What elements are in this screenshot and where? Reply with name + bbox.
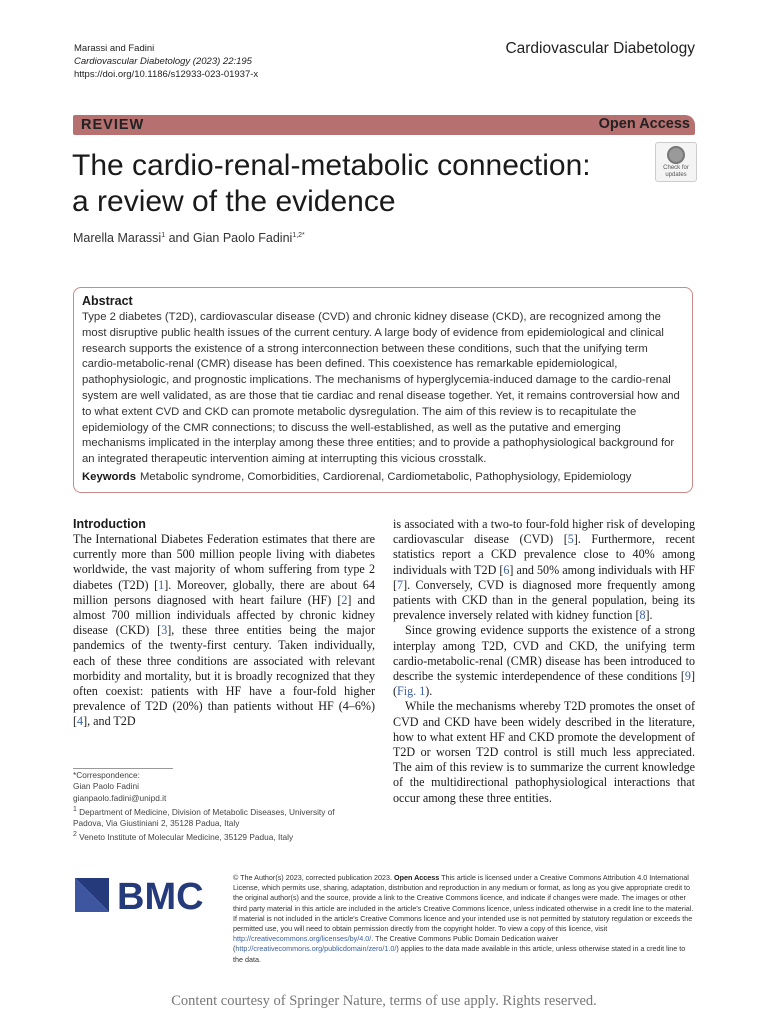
keywords-list: Metabolic syndrome, Comorbidities, Cardiorenal, Cardiometabolic, Pathophysiology, Epidemiology <box>140 471 632 483</box>
keywords-label: Keywords <box>82 471 136 483</box>
correspondence-label: *Correspondence: <box>73 770 140 780</box>
footnote-divider <box>73 768 173 769</box>
license-open-access: Open Access <box>394 873 440 882</box>
keywords <box>82 471 631 483</box>
abstract-heading: Abstract <box>82 294 133 308</box>
author-1-affiliation: 1 <box>161 231 166 239</box>
citation-link[interactable]: 3 <box>161 623 168 638</box>
affiliation-number: 2 <box>73 831 77 839</box>
author-2-affiliation: 1,2* <box>292 231 305 239</box>
citation-link[interactable]: 4 <box>77 714 84 729</box>
text-run: ] and almost 700 million individuals affected by chronic kidney disease (CKD) [ <box>73 592 376 638</box>
header-citation: Cardiovascular Diabetology (2023) 22:195 <box>74 56 252 67</box>
bmc-logo <box>73 876 213 914</box>
text-run: ]. Moreover, globally, there are about 64 million persons diagnosed with heart failure (HF) [ <box>73 577 376 607</box>
text-run: ]. <box>645 608 653 623</box>
header-doi-link[interactable]: https://doi.org/10.1186/s12933-023-01937-x <box>74 69 259 80</box>
check-updates-text-1: Check for <box>663 165 689 171</box>
text-run: The International Diabetes Federation estimates that there are currently more than 500 million people living with diabetes worldwide, the vast majority of whom suffering from type 2 diabetes (T2D) [ <box>73 532 375 592</box>
author-separator: and <box>165 231 193 245</box>
author-list <box>73 231 305 245</box>
citation-link[interactable]: 9 <box>684 669 691 684</box>
text-run: Since growing evidence supports the existence of a strong interplay among T2D, CVD and CKD, the unifying term cardio-metabolic-renal (CMR) disease has been introduced to describe the systemic interdependence of these conditions [ <box>393 623 695 684</box>
text-run: ]. Conversely, CVD is diagnosed more frequently among patients with CKD than in the general population, being its prevalence inversely related with kidney function [ <box>393 577 695 623</box>
header-authors: Marassi and Fadini <box>74 43 155 54</box>
citation-link[interactable]: 6 <box>503 562 510 577</box>
intro-paragraph-2 <box>393 623 695 699</box>
affiliation-text: Department of Medicine, Division of Metabolic Diseases, University of Padova, Via Giustiniani 2, 35128 Padua, Italy <box>73 806 335 828</box>
affiliation-number: 1 <box>73 805 77 813</box>
running-header <box>74 42 258 81</box>
author-1[interactable]: Marella Marassi <box>73 231 162 245</box>
article-title <box>72 148 632 220</box>
citation-link[interactable]: 7 <box>397 577 404 592</box>
text-run: ). <box>425 684 433 699</box>
affiliation-2 <box>73 829 363 843</box>
text-run: © The Author(s) 2023, corrected publication 2023. <box>233 873 394 882</box>
check-updates-text-2: updates <box>665 172 687 178</box>
citation-link[interactable]: 2 <box>341 592 348 607</box>
text-run: ], these three entities being the major pandemics of the twenty-first century. Taken individually, each of these three conditions are associated with relevant morbidity and mortality, but it is broadly recognized that they often coexist: patients with HF have a four-fold higher prevalence of T2D (20%) than patients without HF (4–6%) [ <box>73 623 375 729</box>
license-link[interactable]: http://creativecommons.org/licenses/by/4.0/ <box>233 934 372 944</box>
intro-paragraph-3: While the mechanisms whereby T2D promotes the onset of CVD and CKD have been widely described in the literature, how to what extent HF and CKD promote the development of T2D or worsen T2D control is still much less appreciated. The aim of this review is to summarize the current knowledge of the multidirectional pathophysiological interactions that occur among these three entities. <box>393 699 695 805</box>
text-run: ]. Furthermore, recent statistics report a CKD prevalence close to 40% among individuals with T2D [ <box>393 532 695 577</box>
correspondence-name: Gian Paolo Fadini <box>73 781 139 792</box>
check-for-updates-button[interactable] <box>655 142 697 182</box>
text-run: . The Creative Commons Public Domain Dedication waiver ( <box>233 934 559 954</box>
citation-link[interactable]: 1 <box>158 577 165 592</box>
citation-link[interactable]: 8 <box>639 608 646 623</box>
affiliation-1 <box>73 804 363 829</box>
check-updates-icon <box>667 146 685 164</box>
text-run: ) applies to the data made available in this article, unless otherwise stated in a credit line to the data. <box>233 944 686 964</box>
title-line-2: a review of the evidence <box>72 185 396 218</box>
figure-link[interactable]: Fig. 1 <box>397 684 426 699</box>
intro-paragraph-1 <box>73 532 375 730</box>
bmc-logo-text: BMC <box>117 876 204 914</box>
text-run: This article is licensed under a Creative Commons Attribution 4.0 International License, which permits use, sharing, adaptation, distribution and reproduction in any medium or format, as long as you give appropriate credit to the original author(s) and the source, provide a link to the Creative Commons licence, and indicate if changes were made. The images or other third party material in this article are included in the article's Creative Commons licence, unless indicated otherwise in a credit line to the material. If material is not included in the article's Creative Commons licence and your intended use is not permitted by statutory regulation or exceeds the permitted use, you will need to obtain permission directly from the copyright holder. To view a copy of this licence, visit <box>233 873 694 934</box>
public-domain-link[interactable]: http://creativecommons.org/publicdomain/zero/1.0/ <box>235 944 397 954</box>
body-column-left <box>73 517 375 730</box>
text-run: ] and 50% among individuals with HF [ <box>393 562 695 592</box>
correspondence-block <box>73 770 363 843</box>
open-access-label: Open Access <box>598 116 690 132</box>
author-2[interactable]: Gian Paolo Fadini <box>192 231 293 245</box>
citation-link[interactable]: 5 <box>567 532 574 547</box>
body-column-right <box>393 517 695 806</box>
introduction-heading: Introduction <box>73 517 146 531</box>
text-run: ], and T2D <box>83 714 136 729</box>
text-run: is associated with a two-to four-fold higher risk of developing cardiovascular disease (CVD) [ <box>393 517 695 547</box>
title-line-1: The cardio-renal-metabolic connection: <box>72 149 591 182</box>
journal-name: Cardiovascular Diabetology <box>505 40 695 57</box>
correspondence-email[interactable]: gianpaolo.fadini@unipd.it <box>73 792 167 803</box>
abstract-text: Type 2 diabetes (T2D), cardiovascular disease (CVD) and chronic kidney disease (CKD), are recognized among the most disruptive public health issues of the current century. A large body of evidence from epidemiological and clinical research supports the existence of a strong interconnection between these conditions, such that the unifying term cardio-metabolic-renal (CMR) disease has been defined. This coexistence has remarkable epidemiological, pathophysiologic, and prognostic implications. The mechanisms of hyperglycemia-induced damage to the cardio-renal system are well validated, as are those that tie cardiac and renal disease together. Yet, it remains controversial how and to what extent CVD and CKD can promote metabolic dysregulation. The aim of this review is to recapitulate the epidemiology of the CMR connections; to discuss the well-established, as well as the putative and emerging mechanisms implicated in the interplay among these three entities; and to provide a pathophysiological background for an integrated therapeutic intervention aiming at interrupting this vicious crosstalk. <box>82 311 680 466</box>
license-text <box>233 873 695 965</box>
intro-paragraph-1-cont <box>393 517 695 623</box>
page-footer: Content courtesy of Springer Nature, terms of use apply. Rights reserved. <box>171 993 597 1009</box>
article-type-banner <box>73 115 695 135</box>
abstract-box <box>73 287 693 493</box>
affiliation-text: Veneto Institute of Molecular Medicine, 35129 Padua, Italy <box>76 832 294 843</box>
text-run: ] ( <box>393 669 695 699</box>
article-type-label: REVIEW <box>81 117 145 133</box>
